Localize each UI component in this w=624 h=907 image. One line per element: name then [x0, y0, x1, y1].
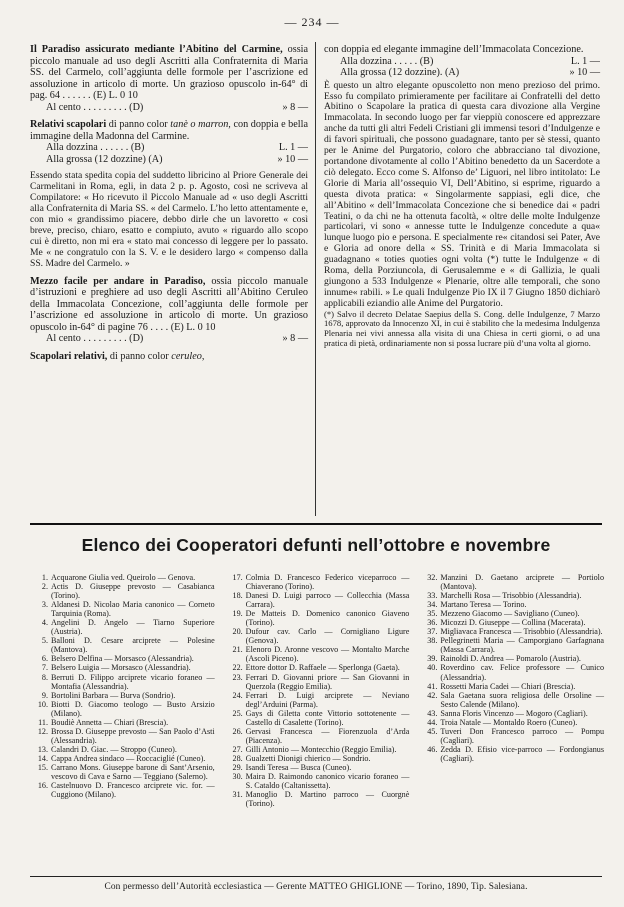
right-intro: con doppia ed elegante immagine dell’Immacolata Concezione.: [324, 44, 584, 55]
list-item: [30, 663, 215, 672]
list-item-text: Troia Natale — Montaldo Roero (Cuneo).: [440, 717, 578, 727]
list-item-number: 7.: [41, 663, 48, 673]
list-item: [225, 663, 410, 672]
list-item-text: Angelini D. Angelo — Tiarno Superiore (Austria).: [51, 618, 215, 637]
list-item-text: Manoglio D. Martino parroco — Cuorgnè (Torino).: [245, 790, 410, 809]
list-item-number: 21.: [232, 645, 243, 655]
right-column: [324, 44, 600, 348]
footer-divider: [30, 876, 602, 877]
list-item-text: Biotti D. Giacomo teologo — Busto Arsizio (Milano).: [51, 699, 215, 718]
list-item-text: Cappa Andrea sindaco — Roccaciglié (Cuneo).: [51, 753, 206, 763]
list-item-text: Gilli Antonio — Montecchio (Reggio Emilia).: [245, 744, 397, 754]
list-item-number: 36.: [427, 618, 438, 628]
list-item-number: 24.: [232, 690, 243, 700]
list-item-number: 8.: [41, 672, 48, 682]
list-item-number: 25.: [232, 708, 243, 718]
entry-scapolari-ceruleo: Scapolari relativi, di panno color ceruleo,: [30, 350, 205, 362]
list-item-number: 37.: [427, 627, 438, 637]
list-item-number: 18.: [232, 591, 243, 601]
list-item-number: 28.: [232, 753, 243, 763]
list-item-number: 5.: [41, 636, 48, 646]
list-item: [225, 727, 410, 745]
list-item-text: Migliavaca Francesca — Trisobbio (Alessandria).: [440, 627, 603, 637]
left-column: [30, 44, 308, 362]
list-item-number: 9.: [41, 690, 48, 700]
list-item: [419, 682, 604, 691]
list-item-text: Maira D. Raimondo canonico vicario foraneo — S. Cataldo (Caltanissetta).: [245, 772, 410, 791]
price-row: Alla dozzina . . . . . . (B) L. 1 —: [46, 142, 308, 154]
list-item-text: Berruti D. Filippo arciprete vicario foraneo — Montafia (Alessandria).: [51, 672, 215, 691]
list-item-text: Sanna Floris Vincenzo — Mogoro (Cagliari).: [440, 708, 588, 718]
list-item: [419, 663, 604, 681]
list-item: [30, 727, 215, 745]
list-item-number: 20.: [232, 627, 243, 637]
list-item-text: Gualzetti Dionigi chierico — Sondrio.: [245, 753, 371, 763]
list-item: [30, 700, 215, 718]
list-item: [30, 745, 215, 754]
column-divider: [315, 42, 316, 516]
list-item-number: 2.: [41, 582, 48, 592]
list-item-text: Sala Gaetana suora religiosa delle Orsoline — Sesto Calende (Milano).: [440, 690, 605, 709]
list-item-text: Rainoldi D. Andrea — Pomarolo (Austria).: [440, 654, 581, 664]
list-item-number: 3.: [41, 600, 48, 610]
list-item: [225, 673, 410, 691]
entry-heading: Relativi scapolari: [30, 119, 107, 131]
list-item-number: 27.: [232, 744, 243, 754]
list-item-number: 1.: [41, 573, 48, 582]
list-item: [419, 573, 604, 591]
list-item-text: Isandi Teresa — Busca (Cuneo).: [245, 762, 352, 772]
list-item-number: 32.: [427, 573, 438, 582]
list-item: [419, 745, 604, 763]
list-item-text: Calandri D. Giac. — Stroppo (Cuneo).: [51, 744, 177, 754]
list-item: [225, 591, 410, 609]
list-item-number: 44.: [427, 717, 438, 727]
list-item-text: Martano Teresa — Torino.: [440, 600, 527, 610]
list-item-text: Zedda D. Efisio vice-parroco — Fordongianus (Cagliari).: [440, 744, 605, 763]
entry-heading: Mezzo facile per andare in Paradiso,: [30, 275, 206, 287]
list-item-number: 23.: [232, 672, 243, 682]
list-item-number: 34.: [427, 600, 438, 610]
list-item-number: 12.: [37, 726, 48, 736]
list-item-number: 22.: [232, 663, 243, 673]
list-item: [225, 772, 410, 790]
list-item-number: 19.: [232, 609, 243, 619]
list-item-number: 39.: [427, 654, 438, 664]
footnote: (*) Salvo il decreto Delatae Saepius della S. Cong. delle Indulgenze, 7 Marzo 1678, approvato da Innocenzo XI, in cui è stabilito che la medesima Indulgenza Plenaria nei vivi annessa alla visita di una Chiesa in certi giorni, o ad una pratica di pietà, ordinariamente non si possa lucrare più d’una volta al giorno.: [324, 308, 600, 348]
cooperators-column-1: [30, 573, 215, 808]
list-item-number: 42.: [427, 690, 438, 700]
list-item-text: Belsero Luigia — Morsasco (Alessandria).: [51, 663, 191, 673]
list-item: [225, 627, 410, 645]
cooperators-column-2: [225, 573, 410, 808]
list-item-number: 31.: [232, 790, 243, 800]
section-divider: [30, 523, 602, 525]
page-number: — 234 —: [284, 15, 340, 29]
cooperators-list: [30, 573, 604, 808]
list-item: [419, 627, 604, 636]
list-item-text: De Matteis D. Domenico canonico Giaveno (Torino).: [245, 609, 410, 628]
list-item-text: Balloni D. Cesare arciprete — Polesine (Mantova).: [51, 636, 215, 655]
list-item-number: 38.: [427, 636, 438, 646]
list-item: [30, 691, 215, 700]
list-item-number: 35.: [427, 609, 438, 619]
list-item-text: Dufour cav. Carlo — Cornigliano Ligure (Genova).: [245, 627, 410, 646]
list-item-text: Elenoro D. Aronne vescovo — Montalto Marche (Ascoli Piceno).: [245, 645, 410, 664]
list-item-text: Danesi D. Luigi parroco — Collecchia (Massa Carrara).: [245, 591, 410, 610]
list-item: [30, 636, 215, 654]
list-item-text: Aldanesi D. Nicolao Maria canonico — Corneto Tarquinia (Roma).: [51, 600, 215, 619]
list-item: [30, 573, 215, 582]
list-item: [30, 673, 215, 691]
list-item-number: 10.: [37, 699, 48, 709]
list-item-number: 4.: [41, 618, 48, 628]
entry-paradiso-carmine: [30, 44, 308, 102]
list-item-number: 40.: [427, 663, 438, 673]
price-row: Al cento . . . . . . . . . (D) » 8 —: [46, 333, 308, 345]
list-item: [30, 654, 215, 663]
list-item-text: Manzini D. Gaetano arciprete — Portiolo (Mantova).: [440, 573, 605, 592]
list-item: [225, 573, 410, 591]
cooperators-title: Elenco dei Cooperatori defunti nell’ottobre e novembre: [81, 535, 551, 555]
list-item: [30, 754, 215, 763]
list-item: [419, 691, 604, 709]
list-item-text: Ferrari D. Giovanni priore — San Giovanni in Querzola (Reggio Emilia).: [245, 672, 410, 691]
list-item-number: 15.: [37, 762, 48, 772]
list-item-text: Acquarone Giulia ved. Queirolo — Genova.: [51, 573, 196, 582]
entry-heading: Scapolari relativi,: [30, 350, 108, 362]
list-item-text: Roverdino cav. Felice professore — Cunico (Alessandria).: [440, 663, 605, 682]
list-item: [225, 745, 410, 754]
list-item-number: 11.: [38, 717, 48, 727]
list-item-number: 26.: [232, 726, 243, 736]
list-item-number: 45.: [427, 726, 438, 736]
list-item-number: 6.: [41, 654, 48, 664]
list-item-text: Tuveri Don Francesco parroco — Pompu (Cagliari).: [440, 726, 605, 745]
list-item-text: Castelnuovo D. Francesco arciprete vic. for. — Cuggiono (Milano).: [51, 781, 215, 800]
list-item: [30, 582, 215, 600]
list-item: [419, 600, 604, 609]
list-item: [30, 600, 215, 618]
imprint-footer: Con permesso dell’Autorità ecclesiastica — Gerente MATTEO GHIGLIONE — Torino, 1890, Tip. Salesiana.: [104, 882, 528, 892]
entry-scapolari-marron: Relativi scapolari di panno color tanè o marron, con doppia e bella immagine della Madonna del Carmine.: [30, 119, 308, 142]
list-item-text: Actis D. Giuseppe prevosto — Casabianca (Torino).: [51, 582, 215, 601]
list-item: [225, 790, 410, 808]
list-item: [30, 618, 215, 636]
cooperators-column-3: [419, 573, 604, 808]
list-item-number: 16.: [37, 781, 48, 791]
list-item: [30, 718, 215, 727]
list-item-text: Mezzeno Giacomo — Savigliano (Cuneo).: [440, 609, 580, 619]
entry-body: ossia piccolo manuale ad uso degli Ascritti alla Confraternita di Maria SS. del Carmelo, coll’aggiunta delle formole per l’ascrizione ed assoluzione in articolo di morte. Un grazioso opuscolo in-64° di pag. 64 . . . . . . (E) L. 0 10: [30, 44, 309, 102]
list-item: [30, 763, 215, 781]
list-item-number: 29.: [232, 762, 243, 772]
list-item-text: Gervasi Francesca — Fiorenzuola d’Arda (Piacenza).: [245, 726, 410, 745]
list-item: [225, 691, 410, 709]
price-row: Alla grossa (12 dozzine) (A) » 10 —: [46, 153, 308, 165]
list-item: [419, 718, 604, 727]
list-item-text: Micozzi D. Giuseppe — Collina (Macerata).: [440, 618, 586, 628]
list-item: [419, 709, 604, 718]
list-item-text: Boudiè Annetta — Chiari (Brescia).: [51, 717, 169, 727]
list-item-text: Brossa D. Giuseppe prevosto — San Paolo d’Asti (Alessandria).: [51, 726, 215, 745]
list-item: [419, 618, 604, 627]
list-item-text: Carrano Mons. Giuseppe barone di Sant’Arsenio, vescovo di Cava e Sarno — Teggiano (Salerno).: [51, 762, 215, 782]
list-item: [225, 645, 410, 663]
list-item-text: Ferrari D. Luigi arciprete — Neviano degl’Arduini (Parma).: [245, 690, 410, 709]
list-item-text: Marchelli Rosa — Trisobbio (Alessandria).: [440, 591, 582, 601]
list-item-number: 46.: [427, 744, 438, 754]
list-item-number: 17.: [232, 573, 243, 582]
list-item-text: Gays di Giletta conte Vittorio sottotenente — Castello di Casalette (Torino).: [245, 708, 410, 727]
list-item: [419, 591, 604, 600]
right-body: È questo un altro elegante opuscoletto non meno prezioso del primo. Esso fu compilato primieramente per facilitare ai Confratelli del detto Abitino o Scapolare la pratica di questa cara divozione alla Vergine Immacolata. In secondo luogo per far vieppiù conoscere ed apprezzare anche da tutti gli altri Fedeli Cristiani gli immensi tesori d’Indulgenze e di favori spirituali, che possono guadagnare, tanto per sè stessi, quanto per le Anime del Purgatorio, coloro che abbracciano tal divozione, portandone divotamente al collo l’Abitino benedetto da un Sacerdote a ciò delegato. Ecco come S. Alfonso de’ Liguori, nel libro intitolato: Le Glorie di Maria all’ossequio VI, Dell’Abitino, si esprime, riguardo a questa divota pratica: « Singolarmente sappiasi, egli dice, che all’Abitino « dell’Immacolata Concezione che si benedice dai « padri Teatini, o da chi ne ha ottenuta facoltà, « oltre delle molte Indulgenze particolari, vi sono « annesse tutte le Indulgenze concedute a qua« lunque luogo pio e persona. E specialmente re« citandosi sei Pater, Ave e Gloria ad onore della « SS. Trinità e di Maria Immacolata si guadagnano « toties quoties ogni volta (*) tutte le Indulgenze « di Roma, della Porziuncola, di Gerusalemme e « di Gallizia, le quali giungono a 533 Indulgenze « Plenarie, oltre alle temporali, che sono innume« rabili. » Le quali Indulgenze Pio IX il 7 Giugno 1850 dichiarò applicabili eziandio alle Anime del Purgatorio.: [324, 79, 600, 309]
price-row: Alla grossa (12 dozzine). (A) » 10 —: [340, 67, 600, 79]
list-item-text: Pellegrinetti Maria — Camporgiano Garfagnana (Massa Carrara).: [440, 636, 605, 655]
list-item-number: 33.: [427, 591, 438, 601]
price-row: Alla dozzina . . . . . (B) L. 1 —: [340, 55, 600, 67]
list-item: [225, 754, 410, 763]
list-item: [225, 609, 410, 627]
list-item: [419, 654, 604, 663]
list-item-text: Bortolini Barbara — Burva (Sondrio).: [51, 690, 176, 700]
entry-mezzo-facile: Mezzo facile per andare in Paradiso, ossia piccolo manuale d’istruzioni e preghiere ad uso degli Ascritti all’Abitino Ceruleo della Immacolata Concezione, coll’aggiunta delle formole per l’ascrizione ed assoluzione in articolo di morte. Un grazioso opuscolo in-64° di pagine 76 . . . . (E) L. 0 10: [30, 275, 308, 333]
list-item: [225, 763, 410, 772]
list-item-number: 13.: [37, 744, 48, 754]
list-item-number: 41.: [427, 681, 438, 691]
list-item-text: Colmia D. Francesco Federico viceparroco — Chiaverano (Torino).: [245, 573, 410, 592]
entry-heading: Il Paradiso assicurato mediante l’Abitino del Carmine,: [30, 44, 283, 55]
list-item: [225, 709, 410, 727]
list-item: [419, 727, 604, 745]
list-item: [30, 781, 215, 799]
list-item: [419, 636, 604, 654]
list-item-text: Rossetti Maria Cadei — Chiari (Brescia).: [440, 681, 576, 691]
list-item-number: 43.: [427, 708, 438, 718]
list-item-text: Belsero Delfina — Morsasco (Alessandria).: [51, 654, 194, 664]
list-item: [419, 609, 604, 618]
list-item-number: 30.: [232, 772, 243, 782]
price-row: Al cento . . . . . . . . . (D) » 8 —: [46, 101, 308, 113]
list-item-text: Ettore dottor D. Raffaele — Sperlonga (Gaeta).: [245, 663, 400, 673]
list-item-number: 14.: [37, 753, 48, 763]
priore-letter: Essendo stata spedita copia del suddetto libricino al Priore Generale dei Carmelitani in Roma, egli, in data 2 p. p. Agosto, così ne scriveva al Compilatore: « Ho ricevuto il Piccolo Manuale ad « uso degli Ascritti alla Confraternita di Maria SS. « del Carmelo. L’ho letto attentamente e, con mio « grandissimo piacere, debbo dirle che un lavoretto « così breve, preciso, chiaro, esatto e compiuto, avuto « riguardo allo scopo cui è diretto, non mi era « stato mai concesso di leggere per lo passato. Me « ne congratulo con la S. V. e le desidero largo « compenso dalla SS. Madre del Carmelo. »: [30, 170, 308, 269]
